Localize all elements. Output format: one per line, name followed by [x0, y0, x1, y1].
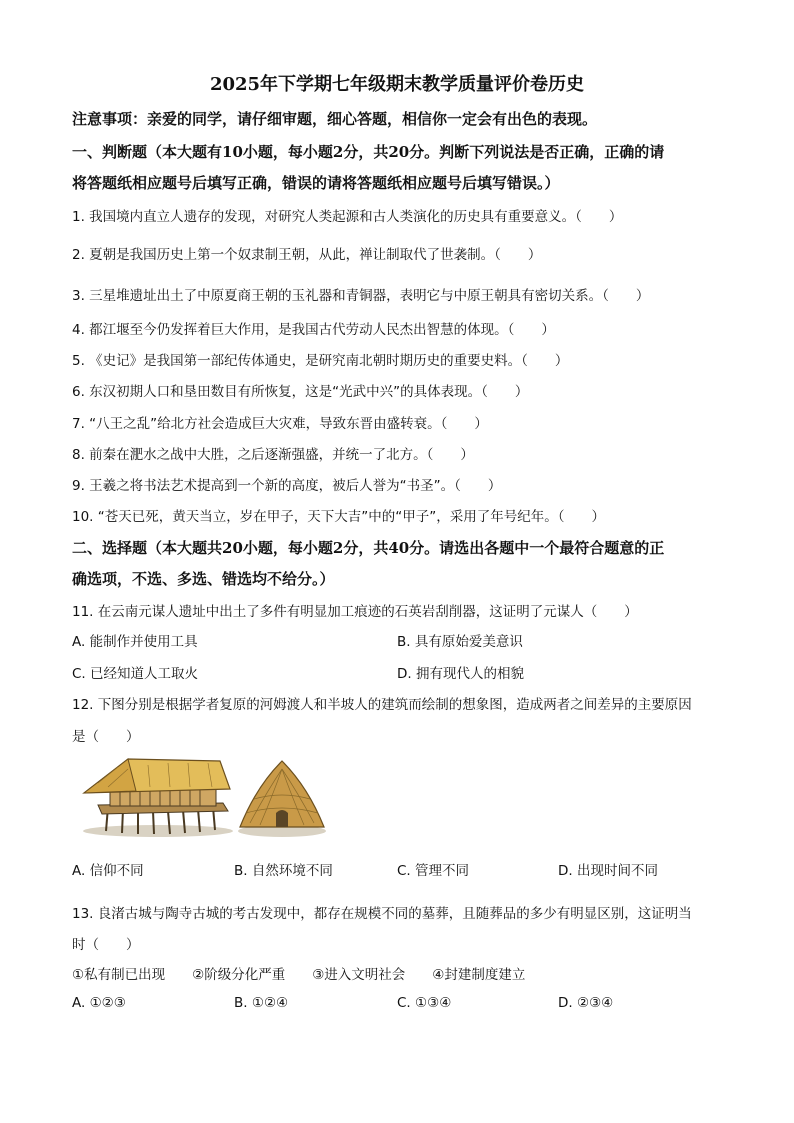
question-12-option-a: A. 信仰不同: [72, 863, 144, 879]
judge-item-9: 9. 王羲之将书法艺术提高到一个新的高度，被后人誉为“书圣”。（ ）: [72, 478, 502, 494]
question-13-option-a: A. ①②③: [72, 995, 126, 1011]
section1-heading-line1: 一、判断题（本大题有10小题，每小题2分，共20分。判断下列说法是否正确，正确的请: [72, 143, 665, 161]
question-11-stem: 11. 在云南元谋人遗址中出土了多件有明显加工痕迹的石英岩刮削器，这证明了元谋人（ ）: [72, 604, 638, 620]
judge-item-5: 5. 《史记》是我国第一部纪传体通史，是研究南北朝时期历史的重要史料。（ ）: [72, 353, 569, 369]
question-12-stem-line1: 12. 下图分别是根据学者复原的河姆渡人和半坡人的建筑而绘制的想象图，造成两者之间差异的主要原因: [72, 697, 692, 713]
question-13-stem-line1: 13. 良渚古城与陶寺古城的考古发现中，都存在规模不同的墓葬，且随葬品的多少有明显区别，这证明当: [72, 906, 692, 922]
question-12-option-b: B. 自然环境不同: [234, 863, 333, 879]
question-11-option-b: B. 具有原始爱美意识: [397, 634, 523, 650]
section2-heading-line1: 二、选择题（本大题共20小题，每小题2分，共40分。请选出各题中一个最符合题意的正: [72, 539, 665, 557]
page-title: 2025年下学期七年级期末教学质量评价卷历史: [209, 74, 585, 95]
judge-item-3: 3. 三星堆遗址出土了中原夏商王朝的玉礼器和青铜器，表明它与中原王朝具有密切关系。（ ）: [72, 288, 650, 304]
question-13-stem-line2: 时（ ）: [72, 937, 140, 953]
question-13-statements: ①私有制已出现 ②阶级分化严重 ③进入文明社会 ④封建制度建立: [72, 967, 526, 983]
judge-item-8: 8. 前秦在淝水之战中大胜，之后逐渐强盛，并统一了北方。（ ）: [72, 447, 474, 463]
question-13-option-b: B. ①②④: [234, 995, 289, 1011]
judge-item-4: 4. 都江堰至今仍发挥着巨大作用，是我国古代劳动人民杰出智慧的体现。（ ）: [72, 322, 555, 338]
section1-heading-line2: 将答题纸相应题号后填写正确，错误的请将答题纸相应题号后填写错误。）: [72, 174, 560, 192]
question-13-option-d: D. ②③④: [558, 995, 614, 1011]
question-12-option-c: C. 管理不同: [397, 863, 470, 879]
notice: 注意事项：亲爱的同学，请仔细审题，细心答题，相信你一定会有出色的表现。: [72, 110, 598, 128]
section2-heading-line2: 确选项，不选、多选、错选均不给分。）: [72, 570, 335, 588]
question-11-option-c: C. 已经知道人工取火: [72, 666, 199, 682]
judge-item-1: 1. 我国境内直立人遗存的发现，对研究人类起源和古人类演化的历史具有重要意义。（ ）: [72, 209, 623, 225]
question-12-stem-line2: 是（ ）: [72, 729, 140, 745]
banpo-round-hut-image: [236, 757, 328, 839]
question-13-option-c: C. ①③④: [397, 995, 452, 1011]
judge-item-7: 7. “八王之乱”给北方社会造成巨大灾难，导致东晋由盛转衰。（ ）: [72, 416, 488, 432]
question-11-option-a: A. 能制作并使用工具: [72, 634, 198, 650]
question-12-option-d: D. 出现时间不同: [558, 863, 658, 879]
hemudu-stilt-house-image: [78, 757, 233, 839]
question-11-option-d: D. 拥有现代人的相貌: [397, 666, 524, 682]
judge-item-10: 10. “苍天已死，黄天当立，岁在甲子，天下大吉”中的“甲子”，采用了年号纪年。（ ）: [72, 509, 605, 525]
judge-item-6: 6. 东汉初期人口和垦田数目有所恢复，这是“光武中兴”的具体表现。（ ）: [72, 384, 529, 400]
judge-item-2: 2. 夏朝是我国历史上第一个奴隶制王朝，从此，禅让制取代了世袭制。（ ）: [72, 247, 542, 263]
